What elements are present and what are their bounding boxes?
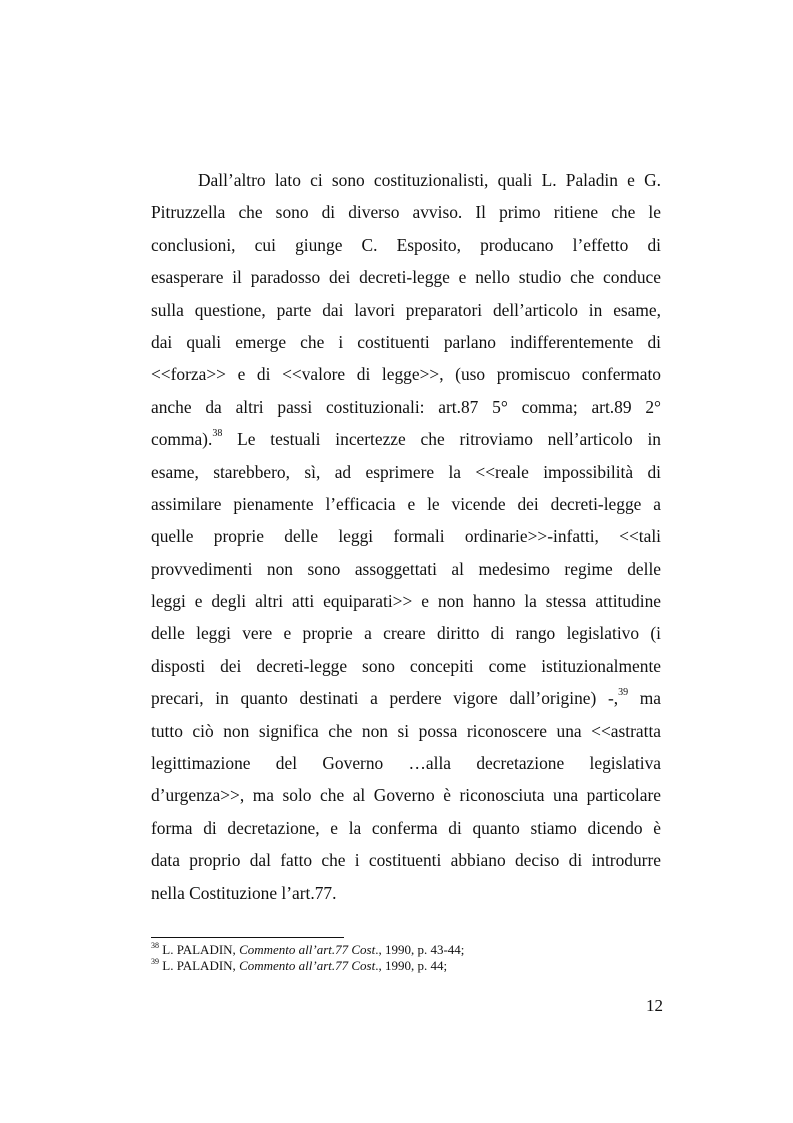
footnote-title: Commento all’art.77 Cost — [239, 958, 376, 973]
footnote-ref-38[interactable]: 38 — [212, 428, 223, 440]
text-fragment: precari, in quanto destinati a perdere vigore dall’origine) -, — [151, 688, 619, 709]
footnote-title: Commento all’art.77 Cost — [239, 942, 376, 957]
text-line: leggi e degli altri atti equiparati>> e non hanno la stessa attitudine — [151, 591, 661, 612]
text-line: sulla questione, parte dai lavori preparatori dell’articolo in esame, — [151, 299, 661, 320]
text-line: nella Costituzione l’art.77. — [151, 882, 337, 903]
text-fragment: Le testuali incertezze che ritroviamo nell’articolo in — [222, 429, 661, 450]
footnote-author: L. PALADIN, — [159, 942, 240, 957]
footnote-ref-39[interactable]: 39 — [618, 687, 629, 699]
text-line: Pitruzzella che sono di diverso avviso. Il primo ritiene che le — [151, 202, 661, 223]
text-line: anche da altri passi costituzionali: art.87 5° comma; art.89 2° — [151, 396, 661, 417]
text-line: assimilare pienamente l’efficacia e le vicende dei decreti-legge a — [151, 493, 661, 514]
footnotes — [151, 942, 661, 974]
footnote-39 — [151, 958, 661, 974]
text-fragment: comma). — [151, 429, 213, 450]
footnote-details: ., 1990, p. 43-44; — [375, 942, 465, 957]
text-line: provvedimenti non sono assoggettati al medesimo regime delle — [151, 558, 661, 579]
text-line: esasperare il paradosso dei decreti-legge e nello studio che conduce — [151, 267, 661, 288]
text-line — [151, 682, 661, 714]
text-line: delle leggi vere e proprie a creare diritto di rango legislativo (i — [151, 623, 661, 644]
text-line: data proprio dal fatto che i costituenti abbiano deciso di introdurre — [151, 850, 661, 871]
footnote-number: 39 — [151, 956, 159, 966]
page-number: 12 — [646, 996, 663, 1015]
text-line: forma di decretazione, e la conferma di quanto stiamo dicendo è — [151, 817, 661, 838]
text-line: disposti dei decreti-legge sono concepiti come istituzionalmente — [151, 655, 661, 676]
footnote-author: L. PALADIN, — [159, 958, 240, 973]
text-line: conclusioni, cui giunge C. Esposito, producano l’effetto di — [151, 234, 661, 255]
footnote-38 — [151, 942, 661, 958]
text-line: Dall’altro lato ci sono costituzionalisti, quali L. Paladin e G. — [198, 170, 661, 190]
body-paragraph — [151, 164, 661, 909]
text-fragment: ma — [628, 688, 661, 709]
footnote-number: 38 — [151, 940, 159, 950]
text-line: dai quali emerge che i costituenti parlano indifferentemente di — [151, 331, 661, 352]
footnote-divider — [151, 937, 344, 938]
text-line: quelle proprie delle leggi formali ordinarie>>-infatti, <<tali — [151, 526, 661, 547]
footnote-details: ., 1990, p. 44; — [375, 958, 448, 973]
text-line: d’urgenza>>, ma solo che al Governo è riconosciuta una particolare — [151, 785, 661, 806]
text-line: esame, starebbero, sì, ad esprimere la <<reale impossibilità di — [151, 461, 661, 482]
text-line: tutto ciò non significa che non si possa riconoscere una <<astratta — [151, 720, 661, 741]
text-line: <<forza>> e di <<valore di legge>>, (uso promiscuo confermato — [151, 364, 661, 385]
text-line — [151, 423, 661, 455]
text-line: legittimazione del Governo …alla decretazione legislativa — [151, 753, 661, 774]
